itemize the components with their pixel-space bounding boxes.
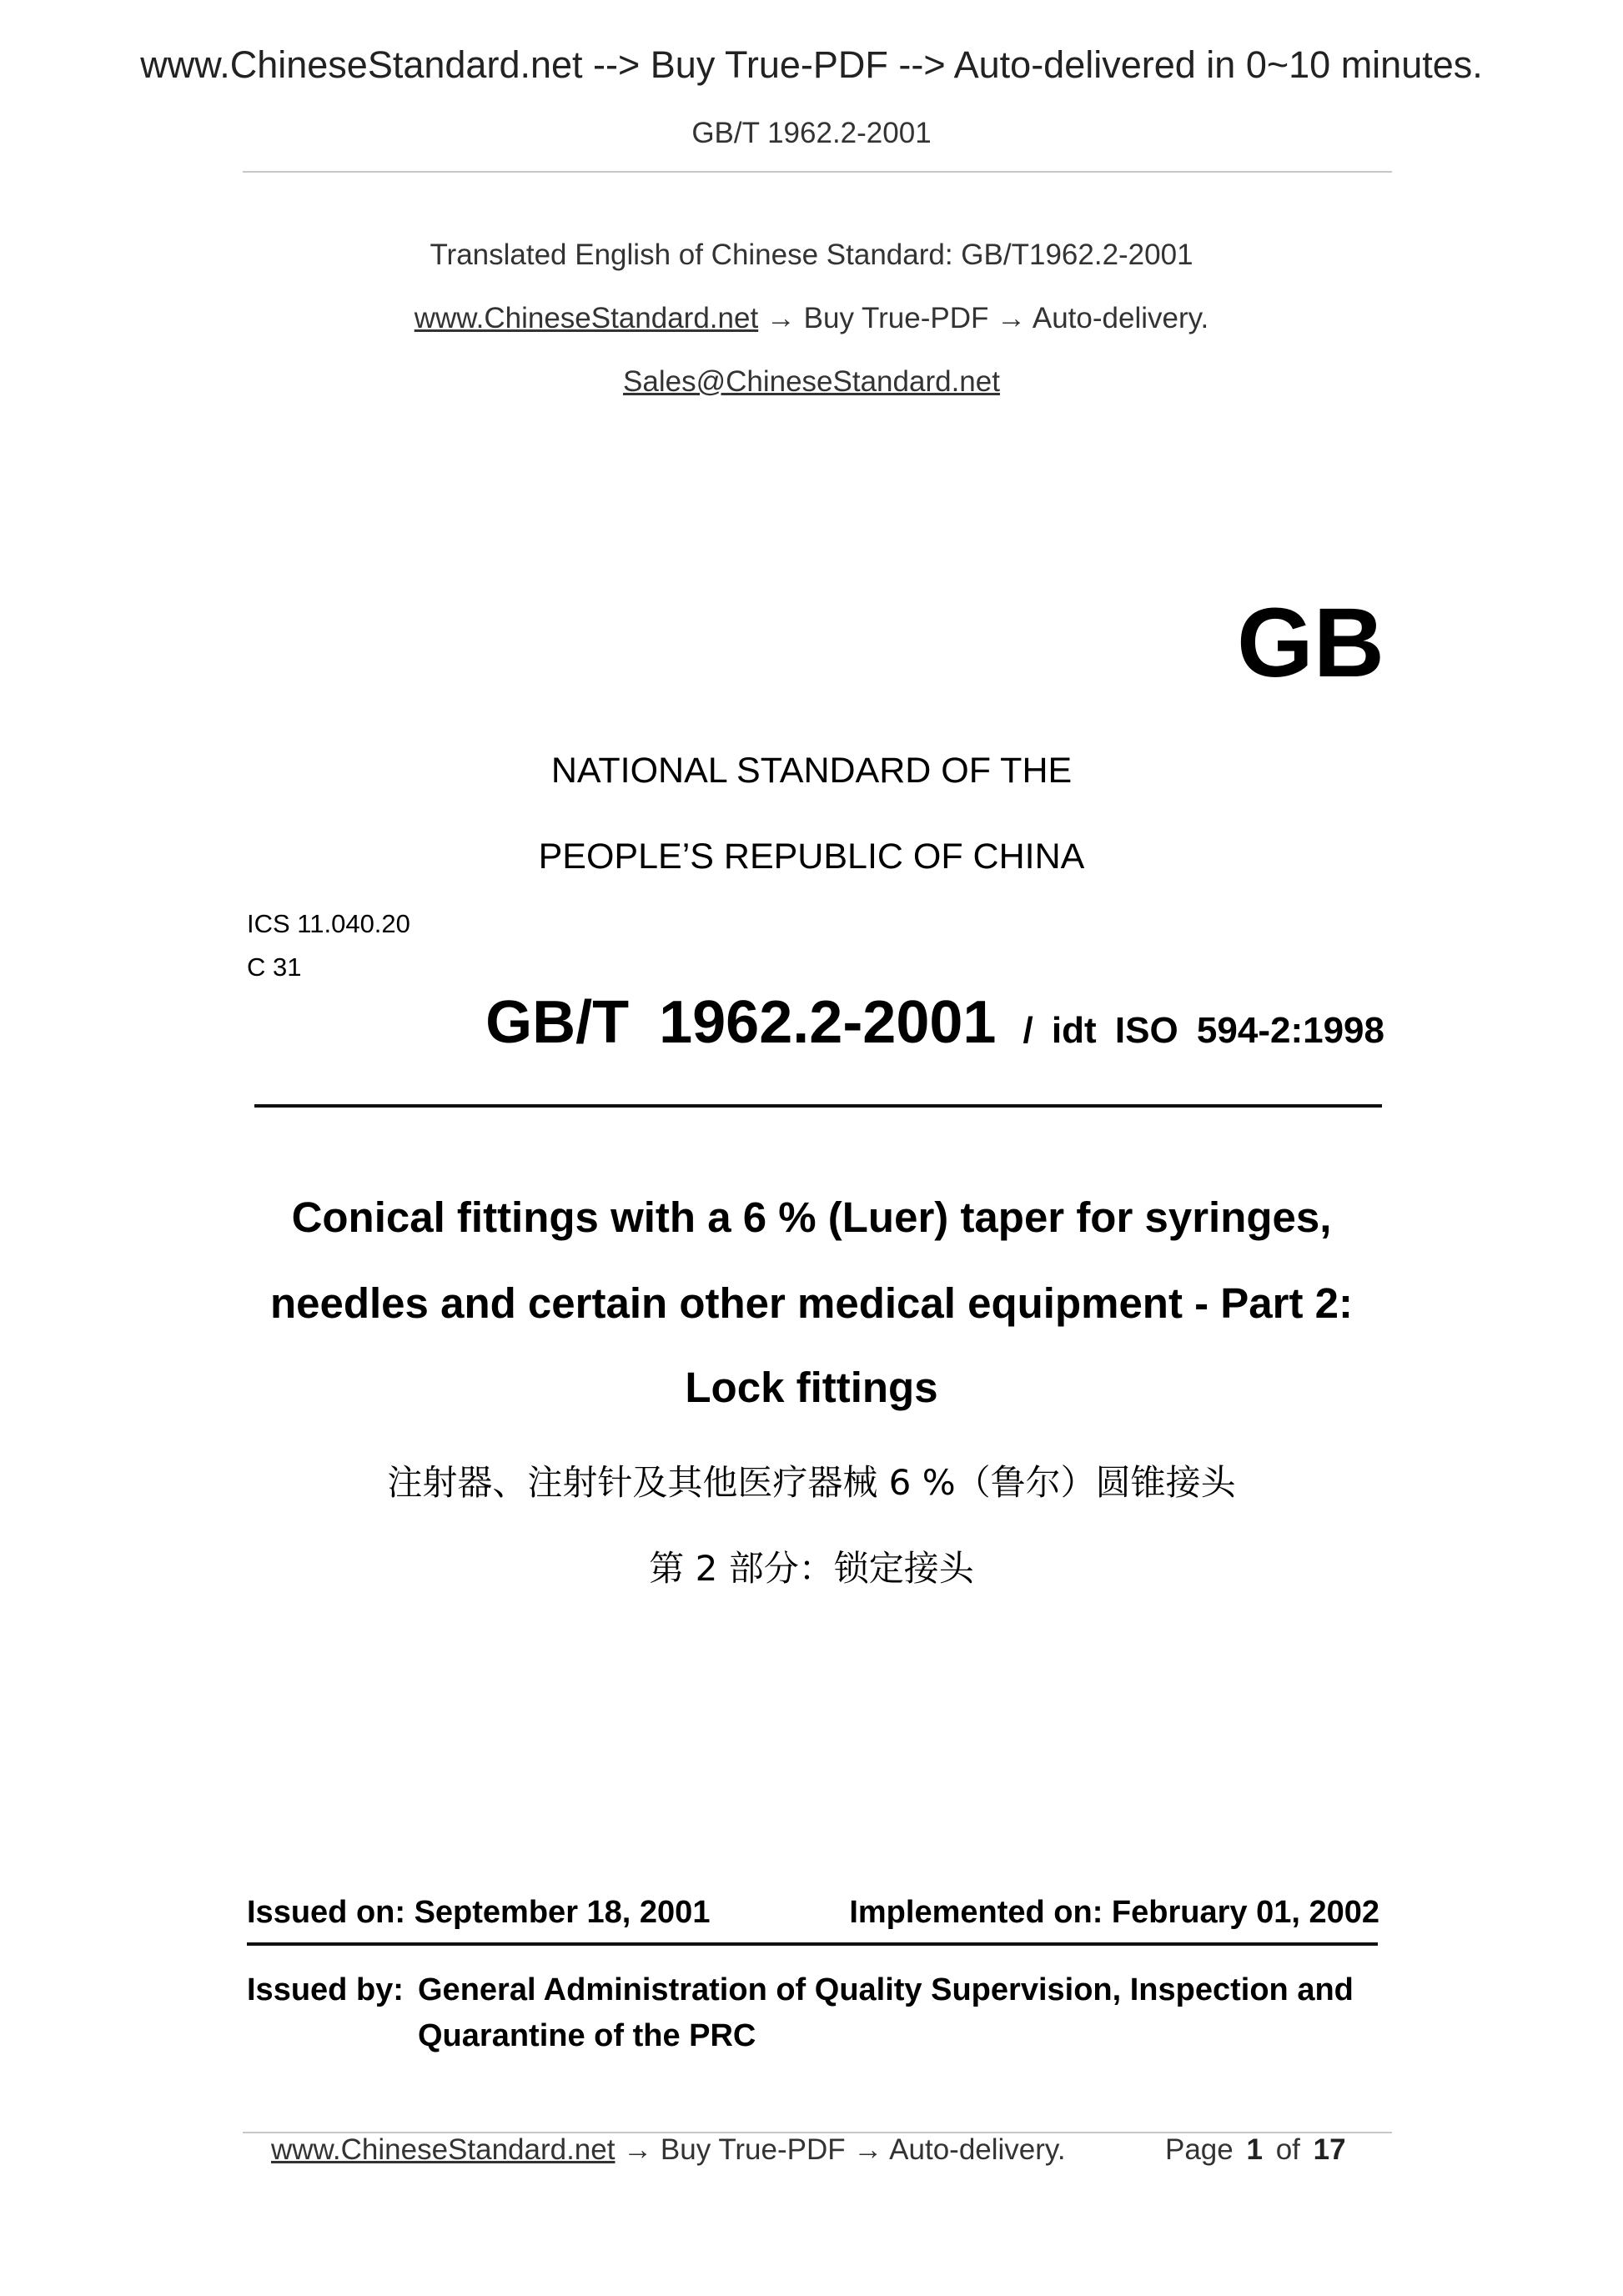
iso-equivalence: / idt ISO 594-2:1998	[1023, 1010, 1384, 1051]
issue-divider	[247, 1942, 1378, 1946]
issued-by-line-1: General Administration of Quality Supervision, Inspection and	[418, 1972, 1354, 2007]
implemented-on-date: Implemented on: February 01, 2002	[849, 1895, 1379, 1930]
title-divider	[254, 1104, 1382, 1108]
ccs-code: C 31	[247, 952, 302, 982]
title-en-line-1: Conical fittings with a 6 % (Luer) taper for syringes,	[291, 1193, 1332, 1241]
gb-logo: GB	[1237, 588, 1384, 698]
issued-by-line-2: Quarantine of the PRC	[418, 2018, 756, 2053]
standard-number-line	[485, 988, 1384, 1057]
page-current: 1	[1246, 2133, 1263, 2166]
national-standard-line-1: NATIONAL STANDARD OF THE	[550, 751, 1073, 791]
title-cn-line-1: 注射器、注射针及其他医疗器械 6 %（鲁尔）圆锥接头	[387, 1462, 1236, 1503]
store-link-tail: → Buy True-PDF → Auto-delivery.	[758, 302, 1209, 334]
top-banner: www.ChineseStandard.net --> Buy True-PDF --> Auto-delivered in 0~10 minutes.	[140, 43, 1483, 86]
footer-link-tail: → Buy True-PDF → Auto-delivery.	[615, 2133, 1066, 2166]
standard-number: GB/T 1962.2-2001	[485, 989, 997, 1056]
national-standard-line-2: PEOPLE’S REPUBLIC OF CHINA	[538, 837, 1085, 877]
issued-on-date: Issued on: September 18, 2001	[247, 1895, 711, 1930]
header-divider	[243, 171, 1392, 173]
title-cn-line-2: 第 2 部分：锁定接头	[649, 1548, 974, 1589]
page-separator: of	[1275, 2133, 1300, 2166]
header-standard-code: GB/T 1962.2-2001	[691, 117, 932, 149]
ics-code: ICS 11.040.20	[247, 909, 410, 938]
footer-link-line	[271, 2133, 1066, 2167]
store-link-line	[0, 302, 1623, 335]
page-prefix: Page	[1165, 2133, 1234, 2166]
store-link[interactable]: www.ChineseStandard.net	[414, 302, 759, 334]
sales-email-link[interactable]: Sales@ChineseStandard.net	[623, 365, 1000, 398]
page-total: 17	[1313, 2133, 1346, 2166]
title-en-line-3: Lock fittings	[685, 1364, 938, 1411]
page-number	[1165, 2133, 1346, 2167]
footer-store-link[interactable]: www.ChineseStandard.net	[271, 2133, 616, 2166]
translated-note: Translated English of Chinese Standard: GB/T1962.2-2001	[430, 239, 1193, 271]
email-line	[0, 365, 1623, 399]
issued-by-label: Issued by:	[247, 1972, 404, 2007]
title-en-line-2: needles and certain other medical equipment - Part 2:	[269, 1279, 1353, 1327]
